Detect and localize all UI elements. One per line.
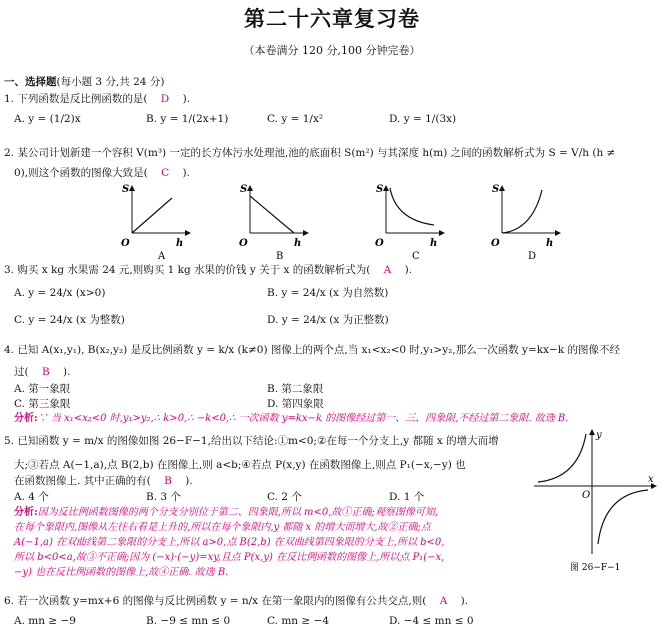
graph-c-axis-y: S — [376, 184, 384, 195]
q5-figure — [530, 426, 660, 574]
graph-b-letter: B — [276, 251, 284, 260]
question-5-line3 — [14, 475, 193, 488]
q5-analysis-label: 分析: — [14, 507, 38, 518]
page-title: 第二十六章复习卷 — [244, 7, 420, 31]
q5-origin-label: O — [582, 490, 591, 501]
graph-b-axis-x: h — [294, 238, 302, 249]
q3-option-a: A. y = 24/x (x>0) — [14, 287, 106, 299]
graph-b-origin: O — [239, 238, 248, 249]
q1-stem-text: 1. 下列函数是反比例函数的是( — [4, 93, 148, 105]
graph-d — [491, 184, 560, 260]
graph-b-line — [250, 196, 294, 233]
q6-answer: A — [439, 595, 448, 607]
q5-close: ). — [185, 475, 193, 487]
q4-analysis-text: ∵ 当 x₁<x₂<0 时,y₁>y₂,∴ k>0,∴ −k<0,∴ 一次函数 y=kx−k 的图像经过第一、三、四象限,不经过第二象限. 故选 B. — [37, 413, 569, 424]
question-5-line2: 大;③若点 A(−1,a),点 B(2,b) 在图像上,则 a<b;④若点 P(x,y) 在函数图像上,则点 P₁(−x,−y) 也 — [14, 459, 466, 471]
question-2-line2 — [14, 167, 190, 180]
graph-d-axis-y: S — [492, 184, 500, 195]
q6-option-c: C. mn ≥ −4 — [267, 615, 330, 627]
graph-d-letter: D — [528, 251, 537, 260]
graph-a-axis-x: h — [176, 238, 184, 249]
q6-option-d: D. −4 ≤ mn ≤ 0 — [389, 615, 474, 627]
q3-option-c: C. y = 24/x (x 为整数) — [14, 314, 125, 326]
section-note: (每小题 3 分,共 24 分) — [56, 76, 165, 88]
graph-a-axis-y: S — [122, 184, 130, 195]
graph-a-line — [132, 198, 172, 233]
q1-option-d: D. y = 1/(3x) — [389, 113, 457, 125]
question-6-stem — [4, 595, 468, 608]
q4-analysis-label: 分析: — [14, 413, 38, 424]
q6-option-a: A. mn ≥ −9 — [14, 615, 76, 627]
q4-option-b: B. 第二象限 — [267, 383, 324, 395]
graph-d-axis-x: h — [546, 238, 554, 249]
section-label: 一、选择题 — [4, 76, 57, 88]
q5-option-c: C. 2 个 — [267, 491, 302, 503]
question-3-stem — [4, 264, 412, 277]
question-4-line1: 4. 已知 A(x₁,y₁), B(x₂,y₂) 是反比例函数 y = k/x (k≠0) 图像上的两个点,当 x₁<x₂<0 时,y₁>y₂,那么一次函数 y=kx−k 的图像不经 — [4, 344, 621, 356]
graph-b-axis-y: S — [240, 184, 248, 195]
q5-axis-x-label: x — [648, 474, 654, 485]
q2-line2-text: 0),则这个函数的图像大致是( — [14, 167, 148, 179]
q3-close: ). — [404, 264, 413, 276]
q5-axis-y-label: y — [596, 430, 602, 441]
q4-line2-text: 过( — [14, 366, 29, 378]
question-2-line1: 2. 某公司计划新建一个容积 V(m³) 一定的长方体污水处理池,池的底面积 S(m²) 与其深度 h(m) 之间的函数解析式为 S = V/h (h ≠ — [4, 147, 616, 159]
q6-option-b: B. −9 ≤ mn ≤ 0 — [146, 615, 231, 627]
q3-option-d: D. y = 24/x (x 为正整数) — [267, 314, 389, 326]
graph-c — [375, 184, 444, 260]
q5-analysis-line-3: A(−1,a) 在双曲线第二象限的分支上,所以 a>0,点 B(2,b) 在双曲线第四象限的分支上,所以 b<0, — [14, 537, 445, 548]
q4-option-c: C. 第三象限 — [14, 398, 71, 410]
graph-d-curve — [502, 190, 542, 233]
page-subtitle: （本卷满分 120 分,100 分钟完卷） — [243, 44, 421, 57]
q1-option-a: A. y = (1/2)x — [14, 113, 81, 125]
q5-option-b: B. 3 个 — [146, 491, 181, 503]
q1-answer: D — [160, 93, 170, 105]
section-heading — [4, 76, 164, 89]
question-5-line1: 5. 已知函数 y = m/x 的图像如图 26−F−1,给出以下结论:①m<0;②在每一个分支上,y 都随 x 的增大而增 — [4, 435, 499, 447]
q4-option-d: D. 第四象限 — [267, 398, 324, 410]
q1-option-b: B. y = 1/(2x+1) — [146, 113, 229, 125]
question-1-stem — [4, 93, 190, 106]
q4-option-a: A. 第一象限 — [14, 383, 71, 395]
q5-curve-quadrant-2 — [538, 434, 586, 482]
graph-d-origin: O — [491, 238, 500, 249]
q5-analysis-line-2: 在每个象限内,图像从左往右看是上升的,所以在每个象限内,y 都随 x 的增大而增大,故②正确;点 — [14, 522, 431, 533]
graph-c-axis-x: h — [430, 238, 438, 249]
q3-answer: A — [383, 264, 392, 276]
graph-c-letter: C — [412, 251, 420, 260]
graph-a-letter: A — [158, 251, 166, 260]
q3-stem-text: 3. 购买 x kg 水果需 24 元,则购买 1 kg 水果的价钱 y 关于 x 的函数解析式为( — [4, 264, 371, 276]
q5-figure-caption: 图 26−F−1 — [570, 563, 621, 573]
graph-a-origin: O — [121, 238, 130, 249]
q5-line3-text: 在函数图像上. 其中正确的有( — [14, 475, 151, 487]
graph-a — [121, 184, 190, 260]
q4-answer: B — [41, 366, 50, 378]
q5-analysis-line-5: −y) 也在反比例函数的图像上,故④正确. 故选 B. — [14, 567, 229, 578]
q5-answer: B — [164, 475, 172, 487]
question-4-line2 — [14, 366, 70, 379]
q5-analysis-line-1 — [14, 507, 438, 520]
q1-option-c: C. y = 1/x² — [267, 113, 324, 125]
q2-close: ). — [182, 167, 190, 179]
q4-analysis — [14, 413, 568, 426]
graph-c-origin: O — [375, 238, 384, 249]
q5-analysis-line-4: 所以 b<0<a,故③不正确;因为 (−x)·(−y)=xy,且点 P(x,y) 在反比例函数的图像上,所以点 P₁(−x, — [14, 552, 445, 563]
q5-curve-quadrant-4 — [598, 490, 648, 544]
q2-answer: C — [161, 167, 170, 179]
q1-close: ). — [182, 93, 190, 105]
q3-option-b: B. y = 24/x (x 为自然数) — [267, 287, 389, 299]
q4-close: ). — [63, 366, 71, 378]
graph-c-curve — [390, 188, 434, 225]
q5-option-a: A. 4 个 — [14, 491, 49, 503]
q6-stem-text: 6. 若一次函数 y=mx+6 的图像与反比例函数 y = n/x 在第一象限内的图像有公共交点,则( — [4, 595, 427, 607]
q6-close: ). — [460, 595, 469, 607]
q5-analysis-text-1: 因为反比例函数图像的两个分支分别位于第二、四象限,所以 m<0,故①正确;观察图像可知, — [37, 507, 439, 518]
q2-graphs — [110, 180, 570, 260]
q5-option-d: D. 1 个 — [389, 491, 425, 503]
graph-b — [239, 184, 308, 260]
